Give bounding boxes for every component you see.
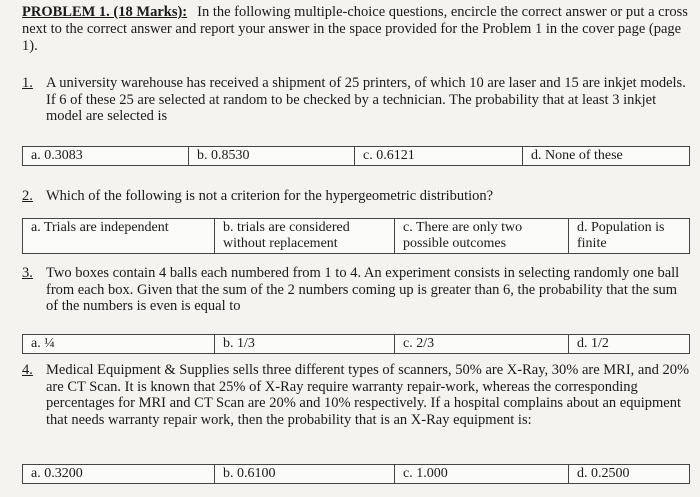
option-d[interactable]: d. None of these (531, 148, 623, 163)
option-a[interactable]: a. 0.3083 (23, 147, 189, 165)
problem-intro (22, 4, 690, 55)
option-b[interactable]: b. 0.6100 (215, 465, 395, 483)
options-row-3 (22, 334, 690, 354)
problem-instructions: In the following multiple-choice questions, encircle the correct answer or put a cross next to the correct answer and report your answer in the space provided for the Problem 1 in the cover page (page 1). (22, 4, 688, 54)
question-text: A university warehouse has received a shipment of 25 printers, of which 10 are laser and 15 are inkjet models. If 6 of these 25 are selected at random to be checked by a technician. The probability that at least 3 inkjet model are selected is (46, 75, 686, 124)
option-c[interactable]: c. 2/3 (395, 335, 569, 353)
question-number: 4. (22, 362, 33, 378)
option-b[interactable]: b. 0.8530 (189, 147, 355, 165)
problem-heading: PROBLEM 1. (18 Marks): (22, 4, 188, 20)
option-d[interactable]: d. Population is finite (577, 220, 665, 251)
options-row-1 (22, 146, 690, 166)
option-d[interactable]: d. 0.2500 (577, 466, 630, 481)
option-b[interactable]: b. 1/3 (215, 335, 395, 353)
option-a[interactable]: a. 0.3200 (23, 465, 215, 483)
option-a[interactable]: a. Trials are independent (23, 219, 215, 253)
question-number: 3. (22, 265, 33, 281)
option-d[interactable]: d. 1/2 (577, 336, 609, 351)
question-4 (22, 362, 690, 428)
question-text: Two boxes contain 4 balls each numbered from 1 to 4. An experiment consists in selecting randomly one ball from each box. Given that the sum of the 2 numbers coming up is greater than 6, the probability that the sum of the numbers is even is equal to (46, 265, 680, 314)
option-c[interactable]: c. 0.6121 (355, 147, 523, 165)
question-text: Which of the following is not a criterion for the hypergeometric distribution? (46, 188, 494, 204)
options-row-4 (22, 464, 690, 484)
option-c[interactable]: c. There are only two possible outcomes (395, 219, 569, 253)
option-a[interactable]: a. ¼ (23, 335, 215, 353)
question-text: Medical Equipment & Supplies sells three different types of scanners, 50% are X-Ray, 30% are MRI, and 20% are CT Scan. It is known that 25% of X-Ray require warranty repair-work, whereas the corresponding percentages for MRI and CT Scan are 20% and 10% respectively. If a hospital complains about an equipment that needs warranty repair work, then the probability that is an X-Ray equipment is: (46, 362, 690, 428)
question-3 (22, 265, 690, 315)
question-2 (22, 188, 690, 205)
question-number: 2. (22, 188, 33, 204)
question-number: 1. (22, 75, 33, 91)
question-1 (22, 75, 690, 125)
options-row-2 (22, 218, 690, 254)
option-b[interactable]: b. trials are considered without replacement (215, 219, 395, 253)
option-c[interactable]: c. 1.000 (395, 465, 569, 483)
